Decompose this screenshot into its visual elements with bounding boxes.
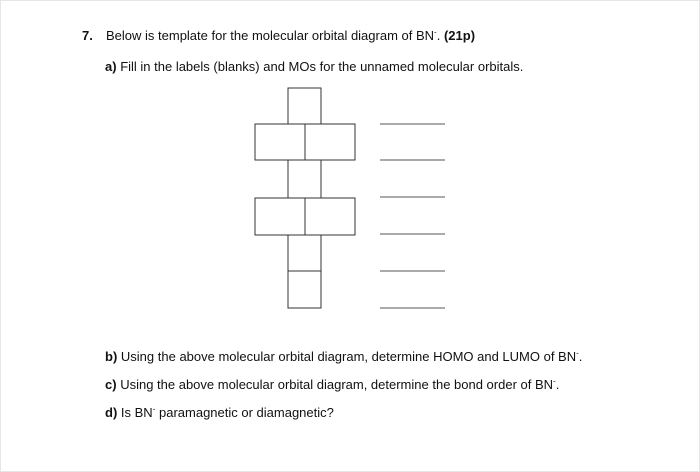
mo-box-5[interactable] <box>288 235 321 271</box>
part-d-label: d) <box>105 405 118 420</box>
part-c-text-end: . <box>555 377 560 392</box>
question-charge: - <box>434 27 437 37</box>
mo-box-4-right[interactable] <box>305 198 355 235</box>
part-d-text-end: paramagnetic or diamagnetic? <box>155 405 334 420</box>
mo-box-1[interactable] <box>288 88 321 124</box>
part-b-text: Using the above molecular orbital diagram, determine HOMO and LUMO of BN <box>120 349 577 364</box>
question-text-main: Below is template for the molecular orbital diagram of BN <box>106 28 435 43</box>
part-c-text: Using the above molecular orbital diagram, determine the bond order of BN <box>120 377 554 392</box>
part-b-charge: - <box>576 348 579 358</box>
part-b-label: b) <box>105 349 118 364</box>
mo-box-2-right[interactable] <box>305 124 355 160</box>
question-points: (21p) <box>443 28 476 43</box>
question-text-end: . <box>436 28 441 43</box>
mo-box-6[interactable] <box>288 271 321 308</box>
part-c-charge: - <box>553 376 556 386</box>
part-d-text: Is BN <box>120 405 153 420</box>
question-number: 7. <box>82 28 93 43</box>
mo-box-4-left[interactable] <box>255 198 305 235</box>
part-c <box>105 377 559 393</box>
part-d-charge: - <box>152 404 156 414</box>
mo-box-2-left[interactable] <box>255 124 305 160</box>
part-d <box>105 405 334 421</box>
part-b-text-end: . <box>578 349 583 364</box>
part-b <box>105 349 582 365</box>
part-a-text: Fill in the labels (blanks) and MOs for the unnamed molecular orbitals. <box>120 59 524 74</box>
part-c-label: c) <box>105 377 117 392</box>
mo-box-3[interactable] <box>288 160 321 198</box>
part-a-label: a) <box>105 59 117 74</box>
